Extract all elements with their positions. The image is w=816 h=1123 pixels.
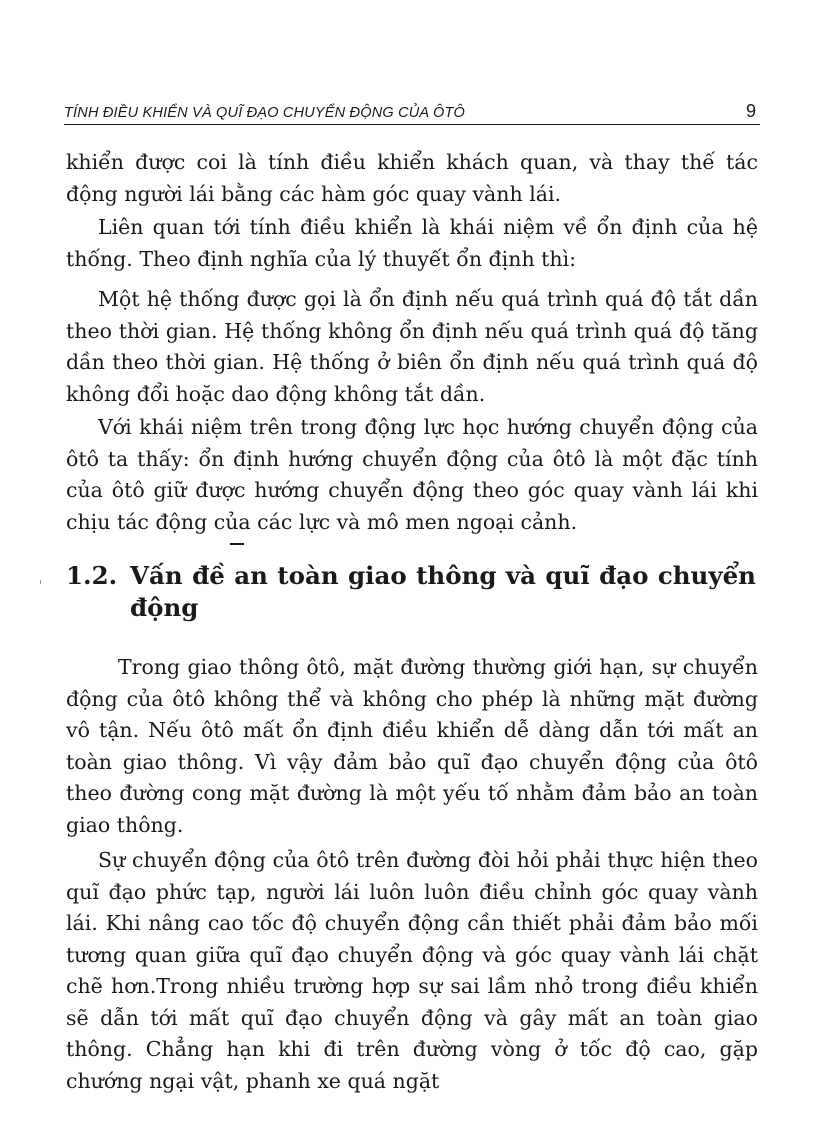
paragraph-traffic-safety: Trong giao thông ôtô, mặt đường thường giới hạn, sự chuyển động của ôtô không thể và không cho phép là những mặt đường vô tận. Nếu ôtô mất ổn định điều khiển dễ dàng dẫn tới mất an toàn giao thông. Vì vậy đảm bảo quĩ đạo chuyển động của ôtô theo đường cong mặt đường là một yếu tố nhằm đảm bảo an toàn giao thông. (66, 655, 758, 837)
paragraph-stability-concept: Liên quan tới tính điều khiển là khái niệm về ổn định của hệ thống. Theo định nghĩa của lý thuyết ổn định thì: (66, 215, 758, 271)
paragraph-directional-stability: Với khái niệm trên trong động lực học hướng chuyển động của ôtô ta thấy: ổn định hướng chuyển động của ôtô là một đặc tính của ôtô giữ được hướng chuyển động theo góc quay vành lái khi chịu tác động của các lực và mô men ngoại cảnh. (66, 415, 758, 534)
scan-dash-mark (230, 543, 244, 545)
paragraph-continuation: khiển được coi là tính điều khiển khách quan, và thay thế tác động người lái bằng các hàm góc quay vành lái. (66, 150, 758, 206)
section-title: Vấn đề an toàn giao thông và quĩ đạo chuyển động (130, 561, 756, 622)
page-number: 9 (745, 101, 756, 121)
running-title: TÍNH ĐIỀU KHIỂN VÀ QUĨ ĐẠO CHUYỂN ĐỘNG CỦA ÔTÔ (64, 105, 466, 121)
running-header (64, 100, 760, 125)
section-heading (66, 560, 762, 624)
section-number: 1.2. (66, 561, 118, 590)
scan-edge-mark (40, 580, 41, 584)
paragraph-stability-definition: Một hệ thống được gọi là ổn định nếu quá trình quá độ tắt dần theo thời gian. Hệ thống không ổn định nếu quá trình quá độ tăng dần theo thời gian. Hệ thống ở biên ổn định nếu quá trình quá độ không đổi hoặc dao động không tắt dần. (66, 287, 758, 406)
paragraph-trajectory-control: Sự chuyển động của ôtô trên đường đòi hỏi phải thực hiện theo quĩ đạo phức tạp, người lái luôn luôn điều chỉnh góc quay vành lái. Khi nâng cao tốc độ chuyển động cần thiết phải đảm bảo mối tương quan giữa quĩ đạo chuyển động và góc quay vành lái chặt chẽ hơn.Trong nhiều trường hợp sự sai lầm nhỏ trong điều khiển sẽ dẫn tới mất quĩ đạo chuyển động và gây mất an toàn giao thông. Chẳng hạn khi đi trên đường vòng ở tốc độ cao, gặp chướng ngại vật, phanh xe quá ngặt (66, 848, 758, 1093)
